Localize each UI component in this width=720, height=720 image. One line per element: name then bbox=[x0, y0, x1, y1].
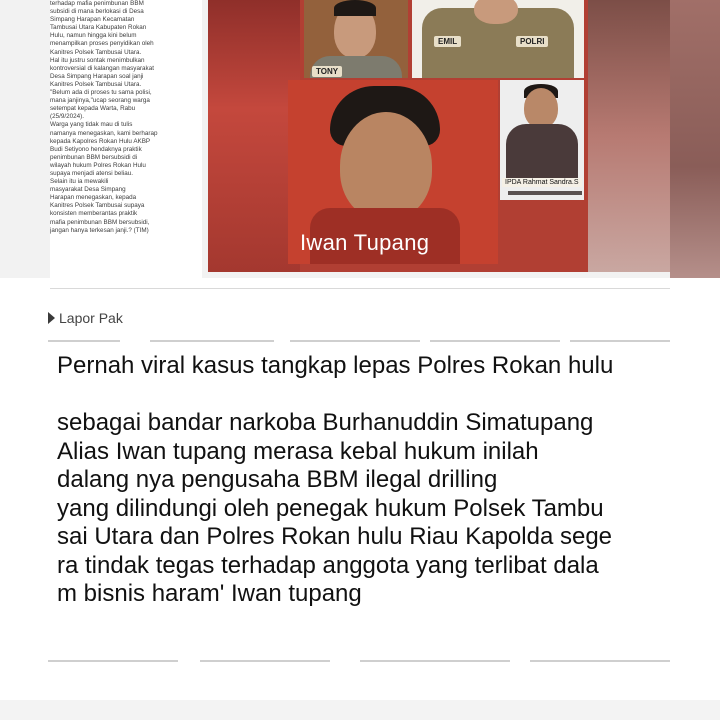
blurred-panel-left bbox=[208, 0, 300, 272]
article-line: wilayah hukum Polres Rokan Hulu bbox=[50, 161, 146, 169]
article-line: subsidi di mana berlokasi di Desa bbox=[50, 8, 144, 16]
lapor-pak-label: Lapor Pak bbox=[59, 310, 123, 326]
article-line: Kanitres Polsek Tambusai Utara. bbox=[50, 80, 142, 88]
article-line: penimbunan BBM bersubsidi di bbox=[50, 153, 138, 161]
article-line: terhadap mafia penimbunan BBM bbox=[50, 0, 144, 7]
article-line: Desa Simpang Harapan soal janji bbox=[50, 72, 144, 80]
blurred-panel bbox=[588, 0, 670, 272]
article-line: Kanitres Polsek Tambusai Utara. bbox=[50, 48, 142, 56]
article-line: Hulu, namun hingga kini belum bbox=[50, 32, 137, 40]
article-line: kontroversial di kalangan masyarakat bbox=[50, 64, 154, 72]
article-line: konsisten memberantas praktik bbox=[50, 210, 138, 218]
article-line: Budi Setiyono hendaknya praktik bbox=[50, 145, 142, 153]
article-line: setempat kepada Warta, Rabu bbox=[50, 105, 136, 113]
badge-tony: TONY bbox=[312, 66, 342, 77]
officer-photo-left bbox=[304, 0, 408, 78]
faint-text-line bbox=[150, 340, 274, 342]
article-line: Kanitres Polsek Tambusai supaya bbox=[50, 202, 145, 210]
faint-text-line bbox=[48, 660, 178, 662]
article-screenshot bbox=[0, 0, 720, 278]
article-line: "Belum ada di proses tu sama polisi, bbox=[50, 89, 152, 97]
badge-emil: EMIL bbox=[434, 36, 461, 47]
article-line: Simpang Harapan Kecamatan bbox=[50, 16, 135, 24]
article-line: jangan hanya terkesan janji.? (TIM) bbox=[50, 226, 149, 234]
article-line: Warga yang tidak mau di tulis bbox=[50, 121, 133, 129]
play-arrow-icon bbox=[48, 312, 55, 324]
faint-text-line bbox=[570, 340, 670, 342]
article-line: Tambusai Utara Kabupaten Rokan bbox=[50, 24, 147, 32]
faint-text-line bbox=[290, 340, 420, 342]
article-line: namanya menegaskan, kami berharap bbox=[50, 129, 158, 137]
lapor-pak-link[interactable] bbox=[48, 310, 123, 326]
section-divider bbox=[50, 288, 670, 289]
faint-text-line bbox=[360, 660, 510, 662]
article-line: mafia penimbunan BBM bersubsidi, bbox=[50, 218, 150, 226]
badge-polri: POLRI bbox=[516, 36, 548, 47]
article-line: (25/9/2024). bbox=[50, 113, 84, 121]
subject-name-caption: Iwan Tupang bbox=[300, 230, 430, 255]
faint-text-line bbox=[48, 340, 120, 342]
officer-rank-caption: IPDA Rahmat Sandra.S bbox=[502, 178, 582, 187]
article-line: menampilkan proses penyidikan oleh bbox=[50, 40, 154, 48]
article-line: kepada Kapolres Rokan Hulu AKBP bbox=[50, 137, 151, 145]
faint-text-line bbox=[530, 660, 670, 662]
faint-text-line bbox=[200, 660, 330, 662]
overlay-caption: Pernah viral kasus tangkap lepas Polres Rokan hulu sebagai bandar narkoba Burhanuddin Simatupang Alias Iwan tupang merasa kebal hukum inilah dalang nya pengusaha BBM ilegal drilling yang dilindungi oleh penegak hukum Polsek Tambu sai Utara dan Polres Rokan hulu Riau Kapolda sege ra tindak tegas terhadap anggota yang terlibat dala m bisnis haram' Iwan tupang bbox=[57, 352, 614, 607]
right-edge-panel bbox=[670, 0, 720, 278]
faint-text-line bbox=[430, 340, 560, 342]
officer-photo-center bbox=[412, 0, 584, 78]
photo-collage bbox=[208, 0, 670, 272]
article-line: mana janjinya,"ucap seorang warga bbox=[50, 97, 150, 105]
article-line: Hal itu justru sontak menimbulkan bbox=[50, 56, 145, 64]
article-line: masyarakat Desa Simpang bbox=[50, 186, 126, 194]
article-text-column bbox=[50, 0, 202, 278]
subject-photo bbox=[288, 80, 498, 264]
article-line: supaya menjadi atensi beliau. bbox=[50, 169, 133, 177]
article-line: Selain itu ia mewakili bbox=[50, 178, 109, 186]
rank-subtitle-bar bbox=[508, 191, 582, 195]
article-line: Harapan menegaskan, kepada bbox=[50, 194, 137, 202]
bottom-gutter bbox=[0, 700, 720, 720]
